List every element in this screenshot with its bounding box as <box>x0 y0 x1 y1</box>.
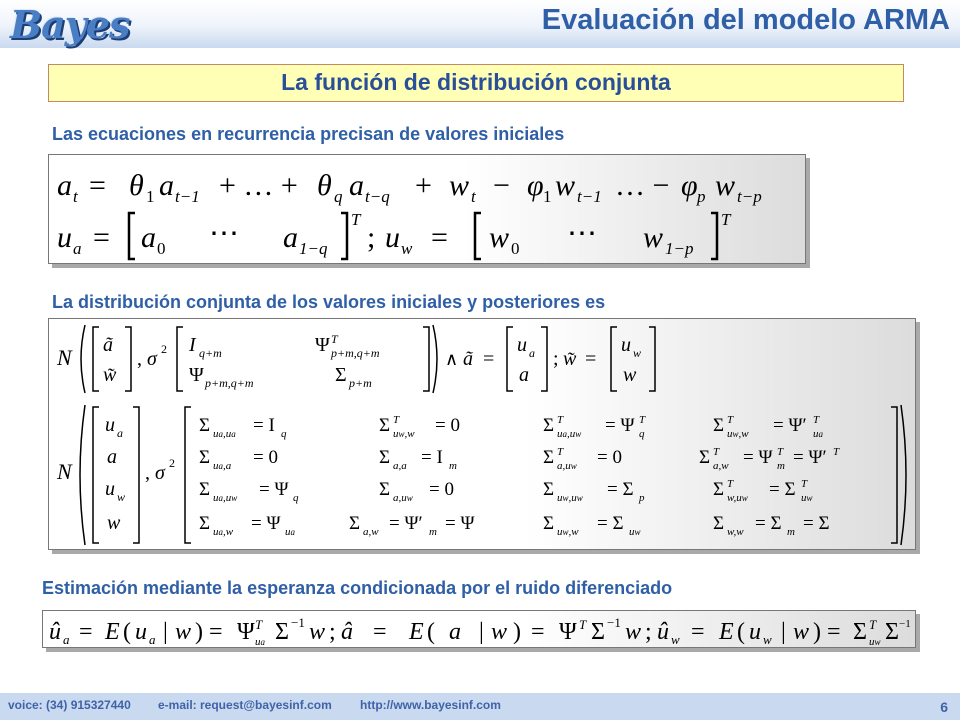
svg-text:a: a <box>141 221 156 254</box>
svg-text:E: E <box>719 619 734 645</box>
svg-text:w: w <box>643 221 664 254</box>
svg-text:uw,w: uw,w <box>727 428 749 440</box>
footer-email[interactable]: e-mail: request@bayesinf.com <box>158 698 332 712</box>
svg-text:a,uw: a,uw <box>393 492 413 504</box>
svg-text:ua: ua <box>255 636 265 648</box>
svg-text:Σ: Σ <box>199 513 211 534</box>
svg-text:uw: uw <box>801 492 813 504</box>
svg-text:p: p <box>639 492 645 504</box>
svg-text:= 0: = 0 <box>597 447 622 468</box>
svg-text:w: w <box>107 512 121 534</box>
svg-text:w: w <box>623 364 637 386</box>
svg-text:T: T <box>869 617 877 632</box>
svg-text:t: t <box>471 187 476 206</box>
svg-text:w: w <box>715 169 736 202</box>
svg-text:a,w: a,w <box>363 526 379 538</box>
svg-text:Σ: Σ <box>199 415 211 436</box>
svg-text:1−p: 1−p <box>665 239 694 258</box>
svg-text:E: E <box>105 619 120 645</box>
svg-text:0: 0 <box>511 239 520 258</box>
svg-text:uw: uw <box>869 636 881 648</box>
svg-text:Σ: Σ <box>885 619 899 645</box>
svg-text:u: u <box>57 221 72 254</box>
svg-text:(: ( <box>427 619 435 645</box>
svg-text:t−p: t−p <box>737 187 762 206</box>
equation-box-estimation <box>42 610 916 648</box>
svg-text:a: a <box>449 619 461 645</box>
svg-text:a,a: a,a <box>393 460 407 472</box>
svg-text:w: w <box>401 239 413 258</box>
svg-text:=: = <box>691 619 705 645</box>
svg-text:w̃: w̃ <box>103 364 117 386</box>
svg-text:T: T <box>639 414 646 426</box>
svg-text:= Ψ: = Ψ <box>251 513 281 534</box>
svg-text:;: ; <box>553 348 559 370</box>
svg-text:T: T <box>833 446 840 458</box>
svg-text:Σ: Σ <box>199 447 211 468</box>
svg-text:a: a <box>117 426 123 440</box>
svg-text:Σ: Σ <box>713 415 725 436</box>
svg-text:û: û <box>49 619 61 645</box>
svg-text:,: , <box>145 462 150 484</box>
svg-text:T: T <box>351 210 361 229</box>
svg-text:ã: ã <box>463 348 473 370</box>
svg-text:I: I <box>189 334 196 356</box>
svg-text:w,uw: w,uw <box>727 492 748 504</box>
footer-website[interactable]: http://www.bayesinf.com <box>360 698 501 712</box>
svg-text:): ) <box>195 619 203 645</box>
svg-text:): ) <box>813 619 821 645</box>
svg-text:Σ: Σ <box>713 479 725 500</box>
svg-text:u: u <box>385 221 400 254</box>
equation-estimation <box>43 611 917 649</box>
svg-text:Σ: Σ <box>713 513 725 534</box>
svg-text:|: | <box>781 619 786 645</box>
svg-text:0: 0 <box>157 239 166 258</box>
svg-text:= Σ: = Σ <box>803 513 830 534</box>
svg-text:φ: φ <box>527 169 544 202</box>
svg-text:1: 1 <box>543 187 552 206</box>
svg-text:w: w <box>489 221 510 254</box>
svg-text:ua: ua <box>285 526 295 538</box>
section-title-box <box>48 64 904 102</box>
svg-text:a: a <box>57 169 72 202</box>
svg-text:p+m,q+m: p+m,q+m <box>331 346 380 360</box>
svg-text:T: T <box>331 332 338 346</box>
svg-text:t: t <box>73 187 78 206</box>
svg-text:w: w <box>309 619 326 645</box>
svg-text:ua,uw: ua,uw <box>213 492 238 504</box>
svg-text:;: ; <box>645 619 652 645</box>
svg-text:Σ: Σ <box>853 619 867 645</box>
svg-text:= Ψ: = Ψ <box>605 415 635 436</box>
svg-text:Σ: Σ <box>379 447 391 468</box>
svg-text:m: m <box>429 526 437 538</box>
svg-text:w: w <box>449 169 470 202</box>
svg-text:Σ: Σ <box>275 619 289 645</box>
svg-text:=: = <box>373 619 387 645</box>
svg-text:q: q <box>281 428 287 440</box>
svg-text:Σ: Σ <box>335 364 347 386</box>
svg-text:T: T <box>557 414 564 426</box>
svg-text:=: = <box>79 619 93 645</box>
svg-text:p+m,q+m: p+m,q+m <box>205 376 254 390</box>
svg-text:u: u <box>135 619 147 645</box>
svg-text:): ) <box>513 619 521 645</box>
equation-box-joint-distribution <box>48 318 916 550</box>
svg-text:= Σ: = Σ <box>755 513 782 534</box>
svg-text:a: a <box>349 169 364 202</box>
svg-text:=: = <box>827 619 841 645</box>
svg-text:w: w <box>763 632 772 647</box>
label-joint-distribution: La distribución conjunta de los valores iniciales y posteriores es <box>52 292 606 312</box>
svg-text:uw,w: uw,w <box>393 428 415 440</box>
bayes-logo: Bayes <box>10 2 130 47</box>
svg-text:a,uw: a,uw <box>557 460 577 472</box>
section-title: La función de distribución conjunta <box>281 69 671 95</box>
svg-text:p+m: p+m <box>349 376 372 390</box>
svg-text:=: = <box>431 221 448 254</box>
svg-text:T: T <box>393 414 400 426</box>
svg-text:q: q <box>334 187 343 206</box>
svg-text:w,w: w,w <box>727 526 744 538</box>
svg-text:Σ: Σ <box>543 479 555 500</box>
svg-text:w: w <box>117 490 126 504</box>
svg-text:−1: −1 <box>607 615 621 630</box>
svg-text:= Ψ: = Ψ <box>743 447 773 468</box>
svg-text:= I: = I <box>253 415 275 436</box>
svg-text:−1: −1 <box>291 615 305 630</box>
svg-text:|: | <box>163 619 168 645</box>
svg-text:ua,ua: ua,ua <box>213 428 236 440</box>
svg-text:(: ( <box>123 619 131 645</box>
svg-text:q+m: q+m <box>199 346 222 360</box>
svg-text:a: a <box>107 446 117 468</box>
svg-text:… −: … − <box>615 169 670 202</box>
svg-text:a: a <box>529 346 535 360</box>
svg-text:⋯: ⋯ <box>567 217 597 250</box>
svg-text:ã: ã <box>103 334 113 356</box>
svg-text:,: , <box>137 348 142 370</box>
svg-text:⋯: ⋯ <box>209 217 239 250</box>
svg-text:φ: φ <box>681 169 698 202</box>
svg-text:= Ψ′: = Ψ′ <box>389 513 423 534</box>
svg-text:2: 2 <box>161 342 167 356</box>
slide-title: Evaluación del modelo ARMA <box>541 4 950 36</box>
svg-text:m: m <box>449 460 457 472</box>
svg-text:ua,w: ua,w <box>213 526 234 538</box>
svg-text:w̃: w̃ <box>563 348 577 370</box>
svg-text:;: ; <box>329 619 336 645</box>
svg-text:=: = <box>209 619 223 645</box>
svg-text:E: E <box>409 619 424 645</box>
svg-text:Σ: Σ <box>543 513 555 534</box>
svg-text:= I: = I <box>421 447 443 468</box>
svg-text:ua,a: ua,a <box>213 460 232 472</box>
svg-text:u: u <box>621 334 631 356</box>
svg-text:T: T <box>557 446 564 458</box>
equation-box-recurrence <box>48 154 806 264</box>
label-initial-values: Las ecuaciones en recurrencia precisan de valores iniciales <box>52 124 565 144</box>
svg-text:T: T <box>255 617 263 632</box>
svg-text:N: N <box>57 345 72 370</box>
svg-text:ua: ua <box>813 428 823 440</box>
svg-text:u: u <box>749 619 761 645</box>
svg-text:T: T <box>727 414 734 426</box>
svg-text:1−q: 1−q <box>299 239 328 258</box>
svg-text:a: a <box>283 221 298 254</box>
svg-text:+ … +: + … + <box>219 169 298 202</box>
svg-text:θ: θ <box>129 169 144 202</box>
svg-text:u: u <box>105 414 115 436</box>
svg-text:w: w <box>633 346 642 360</box>
svg-text:Ψ: Ψ <box>315 334 330 356</box>
svg-text:+: + <box>415 169 432 202</box>
svg-text:= 0: = 0 <box>435 415 460 436</box>
svg-text:=: = <box>483 348 495 370</box>
svg-text:Σ: Σ <box>349 513 361 534</box>
svg-text:a: a <box>149 632 156 647</box>
svg-text:a: a <box>159 169 174 202</box>
svg-text:−: − <box>493 169 510 202</box>
svg-text:uw,w: uw,w <box>557 526 579 538</box>
svg-text:Σ: Σ <box>379 415 391 436</box>
svg-text:w: w <box>625 619 642 645</box>
svg-text:Ψ: Ψ <box>237 619 255 645</box>
svg-text:Σ: Σ <box>543 447 555 468</box>
svg-text:|: | <box>479 619 484 645</box>
svg-text:= Ψ′: = Ψ′ <box>773 415 807 436</box>
svg-text:a,w: a,w <box>713 460 729 472</box>
svg-text:Σ: Σ <box>699 447 711 468</box>
svg-text:ua,uw: ua,uw <box>557 428 582 440</box>
svg-text:m: m <box>777 460 785 472</box>
svg-text:w: w <box>793 619 810 645</box>
svg-text:= 0: = 0 <box>253 447 278 468</box>
svg-text:â: â <box>341 619 353 645</box>
svg-text:= Σ: = Σ <box>597 513 624 534</box>
svg-text:w: w <box>175 619 192 645</box>
svg-text:a: a <box>73 239 82 258</box>
svg-text:T: T <box>579 617 587 632</box>
svg-text:uw: uw <box>629 526 641 538</box>
svg-text:=: = <box>89 169 106 202</box>
svg-text:w: w <box>491 619 508 645</box>
equation-joint-distribution <box>49 319 917 551</box>
svg-text:T: T <box>721 210 731 229</box>
svg-text:(: ( <box>737 619 745 645</box>
svg-text:q: q <box>293 492 299 504</box>
svg-text:σ: σ <box>147 348 157 370</box>
svg-text:t−q: t−q <box>365 187 390 206</box>
equation-recurrence <box>49 155 807 265</box>
svg-text:σ: σ <box>155 462 165 484</box>
footer-voice: voice: (34) 915327440 <box>8 698 131 712</box>
svg-text:θ: θ <box>317 169 332 202</box>
svg-text:= Ψ′: = Ψ′ <box>793 447 827 468</box>
svg-text:T: T <box>801 478 808 490</box>
svg-text:= Σ: = Σ <box>607 479 634 500</box>
svg-text:N: N <box>57 459 72 484</box>
svg-text:= Ψ: = Ψ <box>445 513 475 534</box>
svg-text:= Σ: = Σ <box>769 479 796 500</box>
label-estimation: Estimación mediante la esperanza condicionada por el ruido diferenciado <box>42 578 673 598</box>
svg-text:Σ: Σ <box>379 479 391 500</box>
svg-text:−1: −1 <box>899 618 911 630</box>
svg-text:û: û <box>657 619 669 645</box>
svg-text:=: = <box>531 619 545 645</box>
svg-text:u: u <box>105 478 115 500</box>
svg-text:=: = <box>93 221 110 254</box>
svg-text:uw,uw: uw,uw <box>557 492 583 504</box>
svg-text:u: u <box>517 334 527 356</box>
svg-text:= Ψ: = Ψ <box>259 479 289 500</box>
svg-text:Ψ: Ψ <box>189 364 204 386</box>
page-number: 6 <box>940 699 948 715</box>
svg-text:w: w <box>671 632 680 647</box>
svg-text:T: T <box>813 414 820 426</box>
svg-text:Ψ: Ψ <box>559 619 577 645</box>
svg-text:t−1: t−1 <box>577 187 602 206</box>
svg-text:w: w <box>555 169 576 202</box>
svg-text:Σ: Σ <box>199 479 211 500</box>
svg-text:= 0: = 0 <box>429 479 454 500</box>
svg-text:a: a <box>63 632 70 647</box>
svg-text:Σ: Σ <box>543 415 555 436</box>
svg-text:T: T <box>713 446 720 458</box>
svg-text:q: q <box>639 428 645 440</box>
svg-text:;: ; <box>367 221 376 254</box>
svg-text:a: a <box>519 364 529 386</box>
svg-text:T: T <box>777 446 784 458</box>
svg-text:2: 2 <box>169 456 175 470</box>
svg-text:1: 1 <box>146 187 155 206</box>
svg-text:p: p <box>697 187 706 206</box>
svg-text:m: m <box>787 526 795 538</box>
svg-text:=: = <box>585 348 597 370</box>
svg-text:∧: ∧ <box>445 349 459 369</box>
svg-text:Σ: Σ <box>591 619 605 645</box>
svg-text:T: T <box>727 478 734 490</box>
svg-text:t−1: t−1 <box>175 187 200 206</box>
